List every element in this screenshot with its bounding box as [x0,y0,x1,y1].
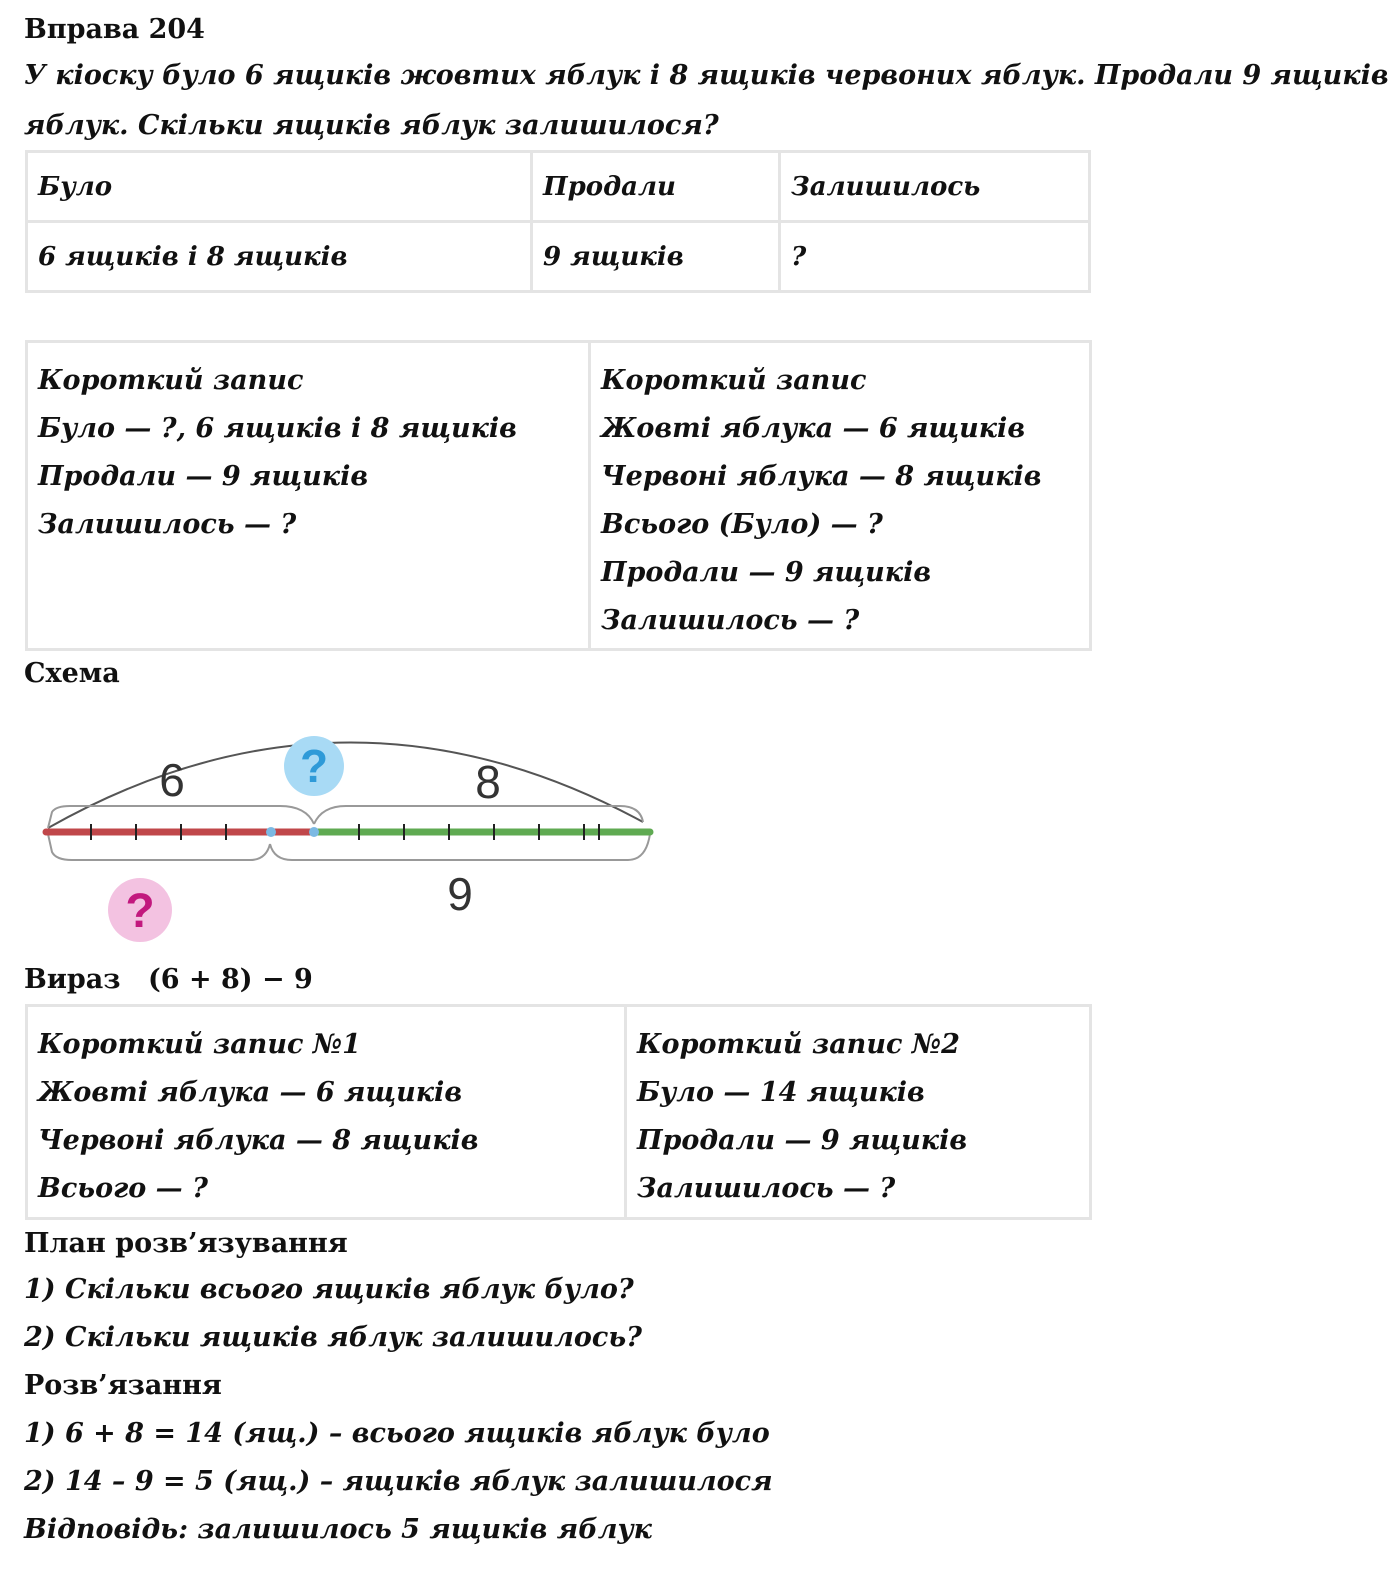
table-header-cell: Було [27,152,532,222]
note-line: Всього — ? [38,1173,208,1204]
plan-title: План розв’язування [24,1228,348,1259]
table-cell: ? [780,222,1090,292]
answer: Відповідь: залишилось 5 ящиків яблук [24,1514,652,1545]
solution-title: Розв’язання [24,1370,222,1401]
plan-step: 1) Скільки всього ящиків яблук було? [24,1274,634,1305]
short-notes-box-1 [25,340,1092,651]
expression-label: Вираз [24,964,121,995]
note-line: Продали — 9 ящиків [601,557,932,588]
solution-step: 1) 6 + 8 = 14 (ящ.) – всього ящиків яблук було [24,1418,770,1449]
short-notes-right [588,343,1089,648]
note-title: Короткий запис №1 [38,1029,361,1060]
note-line: Червоні яблука — 8 ящиків [601,461,1042,492]
exercise-title: Вправа 204 [24,14,205,45]
sold-label: 9 [447,868,473,920]
table-header-cell: Залишилось [780,152,1090,222]
scheme-label: Схема [24,658,120,689]
note-line: Залишилось — ? [38,509,297,540]
split-marker [266,827,276,837]
note-line: Залишилось — ? [601,605,860,636]
short-notes-right [624,1007,1089,1217]
note-line: Жовті яблука — 6 ящиків [38,1077,463,1108]
note-line: Було — ?, 6 ящиків і 8 ящиків [38,413,517,444]
table-cell: 9 ящиків [532,222,780,292]
note-title: Короткий запис №2 [637,1029,960,1060]
sold-bracket [270,834,650,860]
table-header-cell: Продали [532,152,780,222]
problem-line-1: У кіоску було 6 ящиків жовтих яблук і 8 ящиків червоних яблук. Продали 9 ящиків [24,60,1389,91]
note-line: Продали — 9 ящиків [38,461,369,492]
short-notes-box-2 [25,1004,1092,1220]
note-line: Продали — 9 ящиків [637,1125,968,1156]
remaining-question-mark: ? [125,885,155,938]
note-line: Залишилось — ? [637,1173,896,1204]
note-title: Короткий запис [601,365,867,396]
total-arc [48,742,643,828]
note-line: Всього (Було) — ? [601,509,883,540]
table-header-row [27,152,1090,222]
part-b-label: 8 [475,756,501,808]
note-title: Короткий запис [38,365,304,396]
split-marker [309,827,319,837]
note-line: Жовті яблука — 6 ящиків [601,413,1026,444]
expression-value: (6 + 8) − 9 [148,964,313,995]
plan-step: 2) Скільки ящиків яблук залишилось? [24,1322,642,1353]
scheme-diagram [0,700,700,960]
table-cell: 6 ящиків і 8 ящиків [27,222,532,292]
table-row [27,222,1090,292]
note-line: Червоні яблука — 8 ящиків [38,1125,479,1156]
solution-step: 2) 14 – 9 = 5 (ящ.) – ящиків яблук залишилося [24,1466,773,1497]
total-question-mark: ? [299,740,329,792]
problem-line-2: яблук. Скільки ящиків яблук залишилося? [24,110,719,141]
short-notes-left [28,343,588,648]
data-table [25,150,1091,293]
part-b-bracket [314,806,643,824]
short-notes-left [28,1007,624,1217]
part-a-label: 6 [159,754,185,806]
remaining-bracket [48,834,270,860]
note-line: Було — 14 ящиків [637,1077,925,1108]
